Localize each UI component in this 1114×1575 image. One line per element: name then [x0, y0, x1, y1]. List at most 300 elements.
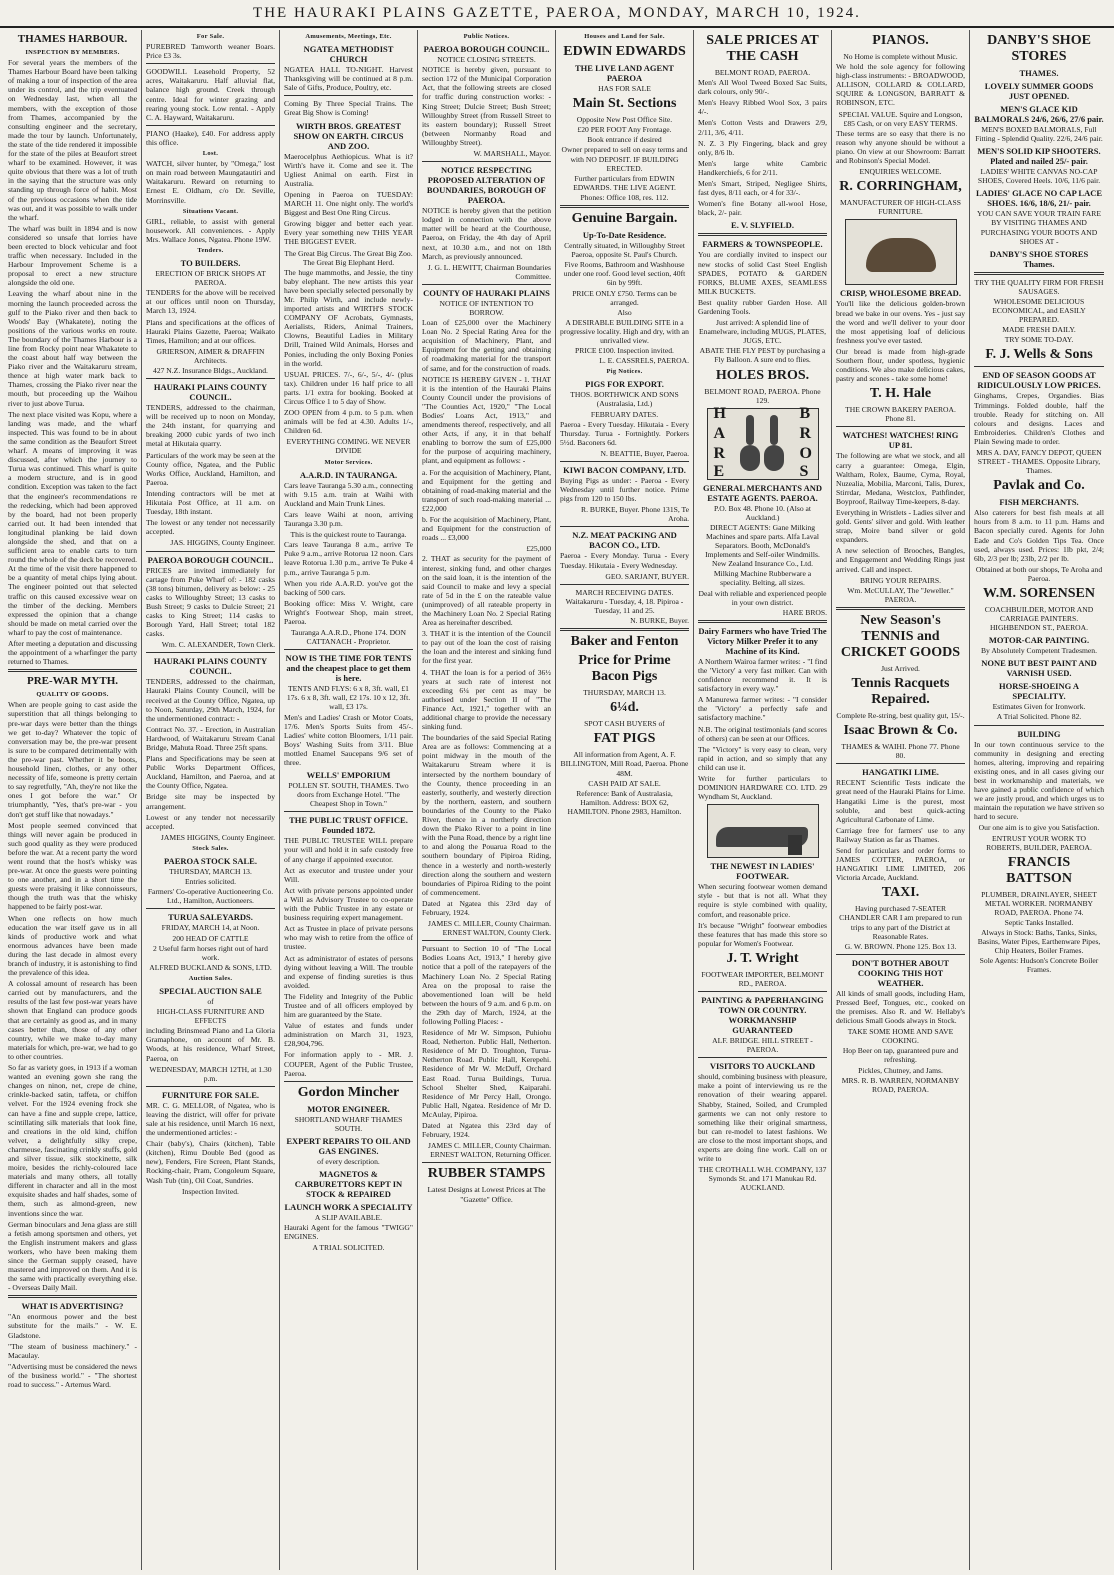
- centered-line: THURSDAY, MARCH 13.: [169, 867, 252, 877]
- paragraph: Value of estates and funds under administration on March 31, 1923, £28,904,796.: [284, 1021, 413, 1049]
- paragraph: N.B. The original testimonials (and scores of others) can be seen at our Offices.: [698, 724, 827, 743]
- centered-line: Pickles, Chutney, and Jams.: [858, 1065, 943, 1075]
- centered-line: ALF. BRIDGE. HILL STREET - PAEROA.: [712, 1036, 813, 1055]
- centered-line: THE CROWN BAKERY PAEROA. Phone 81.: [845, 405, 956, 424]
- logo-letter: S: [799, 462, 809, 480]
- display-heading: Main St. Sections: [572, 96, 677, 112]
- paragraph: Men's All Wool Tweed Boxed Sac Suits, dark colours, only 90/-.: [698, 78, 827, 97]
- centered-line: Also: [617, 307, 632, 317]
- bread-illustration-icon: [845, 219, 957, 285]
- paragraph: Leaving the wharf about nine in the morning the launch proceeded across the gulf to the Piako river and then back to Woods' Bay (Whakatete), noting the positions of the various works en route. The boundary of the Thames Harbour is a line from Rocky point near Whakatete to the coast about half way between the Piako river and the Waitakaruru stream, thence at high water mark back to Thames, crossing the Piako river near the mouth, but proceeding up the Waihou river to just above Turua.: [8, 289, 137, 408]
- subheading: PAINTING & PAPERHANGING TOWN OR COUNTRY. WORKMANSHIP GUARANTEED: [701, 995, 824, 1036]
- centered-line: A Trial Solicited. Phone 82.: [996, 712, 1082, 722]
- paragraph: The following are what we stock, and all carry a guarantee: Omega, Elgin, Waltham, Rolex, Baume, Cyma, Royal, Nuzealia, Mobilia, Marconi, Talis, Durex, Stirrdar, Medana, Westclox, Pathfinder, Boyproof, Railway Time-keepers, 8-day.: [836, 451, 965, 506]
- paragraph: Cars leave Tauranga 8 a.m., arrive Te Puke 9 a.m., arrive Rotorua 12 noon. Cars leave Rotorua 1.30 p.m., arrive Te Puke 4 p.m., arrive Tauranga 5 p.m.: [284, 540, 413, 577]
- subheading: PAEROA STOCK SALE.: [164, 856, 257, 867]
- paragraph: Hauraki Agent for the famous "TWIGG" ENGINES.: [284, 1223, 413, 1242]
- subheading: E. V. SLYFIELD.: [731, 220, 794, 231]
- paragraph: When are people going to cast aside the superstition that all things belonging to pre-war days were better than the things we get to-day? Whatever the topic of conversation may be, the pre-war present is sure to be compared detrimentally with the pre-war past. Whether it be boots, household linen, clothes, or any other necessity of life, someone is pretty certain to say regretfully, "Ah, they're not like the ones I got before the war." Or triumphantly, "Yes, that's pre-war - you don't get stuff like that nowadays.": [8, 700, 137, 819]
- paragraph: 2. THAT as security for the payment of interest, sinking fund, and other charges on the said loan, it is the intention of the said Council to make and levy a special rate of 5d in the £ on the rateable value (unimproved) of all rateable property in the Machinery Loan No. 2 Special Rating Area as hereinafter described.: [422, 554, 551, 628]
- display-heading: R. CORRINGHAM,: [839, 179, 962, 195]
- centered-line: HIGH-CLASS FURNITURE AND EFFECTS: [156, 1007, 265, 1026]
- paragraph: Act as administrator of estates of persons dying without leaving a Will. The trouble and expense of finding sureties is thus avoided.: [284, 953, 413, 990]
- paragraph: RECENT Scientific Tests indicate the great need of the Hauraki Plains for Lime. Hangatiki Lime is the purest, most soluble, and best quick-acting Agricultural Carbonate of Lime.: [836, 778, 965, 824]
- column-divider: [560, 628, 689, 631]
- column-2: [142, 30, 280, 1570]
- subheading: WATCHES! WATCHES! RING UP 81.: [842, 430, 959, 451]
- column-divider: [836, 954, 965, 955]
- hare-body: [764, 445, 784, 471]
- centered-line: Just Arrived.: [881, 663, 920, 673]
- paragraph: Plans and Specifications may be seen at Public Works Department Offices, Auckland, Hamilton, and Paeroa, and at the County Office, Ngatea.: [146, 754, 275, 791]
- signature-line: JAMES C. MILLER, County Chairman. ERNEST WALTON, Returning Officer.: [428, 1141, 551, 1160]
- column-divider: [146, 652, 275, 653]
- centered-line: 427 N.Z. Insurance Bldgs., Auckland.: [153, 366, 268, 375]
- centered-line: Our one aim is to give you Satisfaction.: [978, 823, 1100, 833]
- centered-line: This is the quickest route to Tauranga.: [290, 530, 407, 540]
- display-heading: J. T. Wright: [726, 950, 799, 966]
- paragraph: Men's and Ladies' Crash or Motor Coats, 17/6. Men's Sports Suits from 45/-. Ladies' white cotton Bloomers, 1/11 pair. Boys' Washing Suits from 3/11. Blue mottled Enamel Saucepans 9/6 set of three.: [284, 712, 413, 767]
- paragraph: ZOO OPEN from 4 p.m. to 5 p.m. when animals will be fed at 4.30. Adults 1/-, Children 6d.: [284, 408, 413, 436]
- shoe-heel: [788, 835, 802, 855]
- logo-letter: O: [799, 444, 812, 462]
- subheading: MAGNETOS & CARBURETTORS KEPT IN STOCK & REPAIRED: [294, 1169, 403, 1199]
- display-heading: DANBY'S SHOE STORES: [987, 33, 1091, 64]
- subheading: DANBY'S SHOE STORES Thames.: [989, 248, 1089, 269]
- paragraph: Act with private persons appointed under a Will as Advisory Trustee to co-operate with the Public Trustee in any estate or business requiring expert management.: [284, 885, 413, 923]
- column-divider: [146, 551, 275, 552]
- paragraph: Cars leave Waihi at noon, arriving Tauranga 3.30 p.m.: [284, 509, 413, 529]
- centered-line: YOU CAN SAVE YOUR TRAIN FARE BY VISITING THAMES AND PURCHASING YOUR BOOTS AND SHOES AT -: [977, 209, 1101, 246]
- paragraph: b. For the acquisition of Machinery, Plant, and Equipment for the construction of roads ... £3,000: [422, 515, 551, 543]
- paragraph: Everything in Wristlets - Ladies silver and gold. Gents' silver and gold. With leather strap, Moire band silver or gold expanders.: [836, 508, 965, 545]
- subheading: HAURAKI PLAINS COUNTY COUNCIL.: [153, 656, 268, 677]
- paragraph: Men's large white Cambric Handkerchiefs, 6 for 2/11.: [698, 158, 827, 177]
- centered-line: SPECIAL VALUE. Squire and Longson, £85 Cash, or on very EASY TERMS.: [838, 109, 963, 128]
- centered-line: A DESIRABLE BUILDING SITE in a progressive locality. High and dry, with an unrivalled view.: [560, 317, 689, 345]
- signature-line: £25,000: [526, 544, 551, 554]
- centered-line: FOOTWEAR IMPORTER, BELMONT RD., PAEROA.: [701, 969, 824, 988]
- paragraph: Booking office: Miss V. Wright, care Wright's Footwear Shop, main street, Paeroa.: [284, 598, 413, 626]
- paragraph: The "Victory" is very easy to clean, very rapid in action, and so simply that any child can use it.: [698, 744, 827, 772]
- section-label: Lost.: [202, 150, 219, 158]
- subheading: PAEROA BOROUGH COUNCIL.: [423, 44, 550, 55]
- centered-line: LADIES' WHITE CANVAS NO-CAP SHOES, Covered Heels. 10/6, 11/6 pair.: [977, 167, 1101, 186]
- centered-line: SHORTLAND WHARF THAMES SOUTH.: [294, 1114, 403, 1133]
- subheading: NONE BUT BEST PAINT AND VARNISH USED.: [981, 658, 1097, 679]
- paragraph: Contract No. 37. - Erection, in Australian Hardwood, of Waitakaruru Stream Canal Bridge, Mahuta Road. Three 25ft spans.: [146, 724, 275, 752]
- display-heading: HOLES BROS.: [715, 367, 810, 383]
- signature-line: R. BURKE, Buyer. Phone 131S, Te Aroha.: [581, 505, 689, 524]
- column-3: [280, 30, 418, 1570]
- paragraph: You are cordially invited to inspect our new stocks of solid Cast Steel English SPADES, POTATO & GARDEN FORKS, BLUME AXES, SEAMLESS MILK BUCKETS.: [698, 250, 827, 296]
- centered-line: of every description.: [317, 1156, 380, 1166]
- section-label: Stock Sales.: [192, 844, 229, 852]
- section-label: Amusements, Meetings, Etc.: [305, 33, 392, 40]
- centered-line: MANUFACTURER OF HIGH-CLASS FURNITURE.: [840, 198, 961, 217]
- column-divider: [8, 1295, 137, 1298]
- centered-line: SPOT CASH BUYERS of: [584, 719, 665, 729]
- paragraph: A colossal amount of research has been carried out by manufacturers, and the results of the last few post-war years have shown that England can produce goods that are certainly as good as, and in many cases better than, those of any other country, while we make to-day many materials for which, pre-war, we had to go to other countries.: [8, 979, 137, 1061]
- paragraph: Ginghams, Crepes, Organdies. Bias Trimmings. Folded double, half the trouble. Ready for stitching on. All colours and designs. Laces and Embroideries. Children's Clothes and Plain Sewing made to order.: [974, 391, 1104, 446]
- paragraph: We hold the sole agency for following high-class instruments: - BROADWOOD, ALLISON, COLLARD & COLLARD, SQUIRE & LONGSON, BARRATT & ROBINSON, ETC.: [836, 62, 965, 108]
- centered-line: CASH PAID AT SALE.: [588, 778, 661, 788]
- paragraph: GIRL, reliable, to assist with general housework. All conveniences. - Apply Mrs. Wallace Jones, Ngatea. Phone 19W.: [146, 216, 275, 244]
- paragraph: THE PUBLIC TRUSTEE WILL prepare your will and hold it in safe custody free of any charge if appointed executor.: [284, 836, 413, 864]
- column-divider: [974, 725, 1104, 726]
- centered-line: ENTRUST YOUR WORK TO ROBERTS, BUILDER, PAEROA.: [986, 833, 1092, 852]
- column-6: [694, 30, 832, 1570]
- subheading: WHAT IS ADVERTISING?: [21, 1301, 124, 1312]
- centered-line: THURSDAY, MARCH 13.: [583, 688, 666, 698]
- paragraph: After meeting a deputation and discussing the appointment of a wharfinger the party returned to Thames.: [8, 639, 137, 667]
- centered-line: £20 PER FOOT Any Frontage.: [577, 125, 672, 135]
- paragraph: Pursuant to Section 10 of "The Local Bodies Loans Act, 1913," I hereby give notice that a poll of the ratepayers of the Machinery Loan No. 2 Special Rating Area on the proposal to raise the abovementioned loan will be held between the hours of 9 a.m. and 6 p.m. on the 29th day of March, 1924, at the following Polling Places: -: [422, 944, 551, 1026]
- centered-line: Obtained at both our shops, Te Aroha and Paeroa.: [975, 564, 1103, 583]
- paragraph: The lowest or any tender not necessarily accepted.: [146, 518, 275, 537]
- paragraph: TENDERS for the above will be received at our offices until noon on Thursday, March 13, 1924.: [146, 288, 275, 316]
- column-divider: [698, 1057, 827, 1058]
- centered-line: FEBRUARY DATES.: [590, 409, 659, 419]
- centered-line: Always in Stock: Baths, Tanks, Sinks, Basins, Water Pipes, Earthenware Pipes, Chip Heaters, Boiler Frames.: [977, 928, 1101, 956]
- paragraph: Growing bigger and better each year. Every year something new THIS YEAR THE BIGGEST EVER.: [284, 219, 413, 247]
- logo-letter: E: [713, 462, 725, 480]
- centered-line: BELMONT ROAD, PAEROA. Phone 129.: [704, 386, 821, 405]
- subheading: HORSE-SHOEING A SPECIALITY.: [998, 681, 1080, 702]
- paragraph: Send for particulars and order forms to JAMES COTTER, PAEROA, or HANGATIKI LIME LIMITED, 206 Victoria Arcade, Auckland.: [836, 845, 965, 883]
- subheading: NOTICE RESPECTING PROPOSED ALTERATION OF BOUNDARIES, BOROUGH OF PAEROA.: [426, 165, 547, 206]
- section-label: Houses and Land for Sale.: [584, 33, 665, 40]
- subheading: SPECIAL AUCTION SALE: [159, 985, 262, 996]
- paragraph: Also caterers for best fish meals at all hours from 8 a.m. to 11 p.m. Hams and Bacon specially cured. Agents for John Eade and Co's Golden Tips Tea. Once used, always used. Prices: 1lb pkt, 2/4; 6lb, 2/3 per lb; 23lb, 2/2 per lb.: [974, 508, 1104, 563]
- paragraph: PRICES are invited immediately for cartage from Puke Wharf of: - 182 casks (38 tons) bitumen, delivery as below: - 25 casks to Willoughby Street; 13 casks to Bush Street; 9 casks to Dulcie Street; 21 casks to King Street; 114 casks to Borough Yard, Hall Street; total 182 casks.: [146, 565, 275, 639]
- column-divider: [974, 272, 1104, 275]
- paragraph: NOTICE is hereby given that the petition lodged in connection with the above matter will be heard at the Courthouse, Paeroa, on Friday, the 4th day of April next, at 10.30 a.m., and not on 18th March, as previously announced.: [422, 206, 551, 261]
- paragraph: Act as executor and trustee under your Will.: [284, 865, 413, 884]
- logo-letter: R: [799, 424, 812, 442]
- paragraph: "The steam of business machinery." - Macaulay.: [8, 1341, 137, 1360]
- subheading: HANGATIKI LIME.: [862, 767, 939, 778]
- column-divider: [698, 620, 827, 623]
- paragraph: TENDERS, addressed to the chairman, will be received up to noon on Monday, the 24th instant, for quarrying and breaking 2000 cubic yards of two inch metal at Hikutaia quarry.: [146, 403, 275, 449]
- logo-letter: A: [713, 424, 726, 442]
- centered-line: 200 HEAD OF CATTLE: [172, 933, 249, 943]
- centered-line: Deal with reliable and experienced people in your own district.: [698, 588, 827, 607]
- section-label: Pig Notices.: [606, 368, 643, 376]
- display-heading: 6¼d.: [610, 700, 639, 716]
- section-label: QUALITY OF GOODS.: [36, 691, 109, 699]
- paragraph: "Advertising must be considered the news of the business world." - "The shortest road to success." - Artemus Ward.: [8, 1361, 137, 1390]
- centered-line: ERECTION OF BRICK SHOPS AT PAEROA.: [155, 269, 266, 288]
- centered-line: Book entrance if desired: [587, 135, 662, 145]
- subheading: HAURAKI PLAINS COUNTY COUNCIL.: [153, 382, 268, 403]
- subheading: THAMES.: [1019, 68, 1059, 78]
- display-heading: F. J. Wells & Sons: [985, 347, 1093, 363]
- centered-line: The Great Big Circus. The Great Big Zoo. The Great Big Elephant Herd.: [284, 248, 413, 267]
- section-label: Public Notices.: [463, 33, 510, 40]
- centered-line: of: [207, 996, 214, 1006]
- display-heading: FRANCIS BATTSON: [1006, 854, 1072, 886]
- paragraph: For several years the members of the Thames Harbour Board have been talking of making a tour of inspection of the area under its control, and the trip eventuated on Wednesday last, when all the members, with the exception of those from Thames, accompanied by the consulting engineer and the secretary, made the tour by launch. Unfortunately, the state of the tide rendered it impossible for the state of the piles at Beaufort street wharf to be examined. However, it was quite obvious that there was a lot of truth in the saying that the structure was only standing up through force of habit. Most of the previous occasions when the tide was out, and it was possible to walk under the wharf.: [8, 58, 137, 222]
- subheading: FISH MERCHANTS.: [999, 497, 1079, 508]
- centered-line: Tauranga A.A.R.D., Phone 174. DON CATTANACH - Proprietor.: [290, 628, 407, 647]
- subheading: FARMERS & TOWNSPEOPLE.: [702, 239, 823, 250]
- centered-line: MARCH RECEIVING DATES. Waitakaruru - Tuesday, 4, 18. Pipiroa - Tuesday, 11 and 25.: [565, 587, 684, 615]
- column-7: [832, 30, 970, 1570]
- paragraph: Paeroa - Every Tuesday. Hikutaia - Every Thursday. Turua - Fortnightly. Porkers 5½d. Baconers 6d.: [560, 419, 689, 447]
- centered-line: COACHBUILDER, MOTOR AND CARRIAGE PAINTERS. HIGHBENDON ST., PAEROA.: [984, 605, 1094, 633]
- signature-line: L. E. CASSRELS, PAEROA.: [599, 356, 689, 366]
- centered-line: ALFRED BUCKLAND & SONS, LTD.: [149, 962, 272, 972]
- column-divider: [422, 284, 551, 285]
- centered-line: MEN'S BOXED BALMORALS, Full Fitting - Splendid Quality. 22/6, 24/6 pair.: [975, 125, 1103, 144]
- section-label: Tenders.: [197, 246, 224, 254]
- paragraph: 4. THAT the loan is for a period of 36½ years at such rate of interest not exceeding 6¼ per cent as may be authorised under Section II of "The Finance Act, 1921," together with an additional charge to provide the necessary sinking fund.: [422, 667, 551, 732]
- centered-line: FRIDAY, MARCH 14, at Noon.: [161, 923, 260, 933]
- centered-line: NOTICE OF INTENTION TO BORROW.: [439, 298, 534, 317]
- display-heading: FAT PIGS: [593, 731, 656, 747]
- paragraph: NOTICE IS HEREBY GIVEN - 1. THAT it is the intention of the Hauraki Plains County Council under the provisions of "The Counties Act, 1920," "The Local Bodies' Loans Act, 1913," and amendments thereof, respectively, and all other Acts, if any, it in that behalf enabling to borrow the sum of £25,000 for the purpose of acquiring machinery, plant, and equipment as follows: -: [422, 374, 551, 466]
- centered-line: NOTICE CLOSING STREETS.: [437, 55, 536, 65]
- subheading: PAEROA BOROUGH COUNCIL.: [147, 554, 274, 565]
- paragraph: A Northern Wairoa farmer writes: - "I find the 'Victory' a very fast milker. Can with confidence recommend it. It is satisfactory in every way.": [698, 656, 827, 694]
- centered-line: Hop Beer on tap, guaranteed pure and refreshing.: [842, 1046, 959, 1065]
- paragraph: PUREBRED Tamworth weaner Boars. Price £3 3s.: [146, 42, 275, 61]
- subheading: PIGS FOR EXPORT.: [585, 379, 664, 390]
- column-divider: [422, 1162, 551, 1163]
- centered-line: Opposite New Post Office Site.: [576, 115, 673, 125]
- centered-line: THAMES & WAIHI. Phone 77. Phone 80.: [841, 742, 960, 761]
- display-heading: SALE PRICES AT THE CASH: [706, 33, 819, 64]
- display-heading: Tennis Racquets Repaired.: [851, 676, 950, 708]
- centered-line: Having purchased 7-SEATER CHANDLER CAR I am prepared to run trips to any part of the District at Reasonable Rates.: [839, 904, 962, 941]
- paragraph: "An enormous power and the best substitute for the mails." - W. E. Gladstone.: [8, 1312, 137, 1340]
- subheading: LADIES' GLACE NO CAP LACE SHOES. 16/6, 18/6, 21/- pair.: [975, 188, 1103, 209]
- centered-line: MADE FRESH DAILY.: [1002, 325, 1076, 335]
- centered-line: ABATE THE FLY PEST by purchasing a Fly Balloon. A sure end to flies.: [699, 346, 826, 365]
- display-heading: Genuine Bargain.: [571, 211, 678, 227]
- paragraph: You'll like the delicious golden-brown bread we bake in our ovens. Yes - just say the word and we'll deliver to your door the most appetising loaf of delicious freshness you've ever tasted.: [836, 299, 965, 345]
- paragraph: PIANO (Haake), £40. For address apply this office.: [146, 128, 275, 147]
- signature-line: JAMES HIGGINS, County Engineer.: [160, 832, 275, 842]
- subheading: NOW IS THE TIME FOR TENTS and the cheapest place to get them is here.: [285, 653, 412, 684]
- column-divider: [8, 669, 137, 672]
- paragraph: Carriage free for farmers' use to any Railway Station as far as Thames.: [836, 825, 965, 844]
- centered-line: WEDNESDAY, MARCH 12TH, at 1.30 p.m.: [149, 1064, 272, 1083]
- centered-line: PRICE £100. Inspection invited.: [575, 346, 674, 356]
- display-heading: Pavlak and Co.: [993, 478, 1085, 494]
- hare-bros-logo-icon: [707, 404, 819, 480]
- logo-letter: R: [713, 444, 726, 462]
- centered-line: Septic Tanks Installed.: [1004, 917, 1074, 927]
- centered-line: BRING YOUR REPAIRS.: [859, 575, 942, 585]
- centered-line: Reference: Bank of Australasia, Hamilton. Address: BOX 62, HAMILTON. Phone 2983, Hamilton.: [567, 788, 682, 816]
- paragraph: Residence of Mr W. Simpson, Puhiohu Road, Netherton. Public Hall, Netherton. Residence of Mr D. Troughton, Turua-Netherton Road. Public Hall, Kerepehi. Residence of Mr W. McDuff, Orchard East Road. Turua Buildings, Turua. School Shelter Shed, Kaiparahi. Residence of Mr Percy Hall, Orongo. Public Hall, Ngatea. Residence of Mr D. McAulay, Pipiroa.: [422, 1028, 551, 1119]
- centered-line: BELMONT ROAD, PAEROA.: [714, 68, 811, 77]
- subheading: END OF SEASON GOODS AT RIDICULOUSLY LOW PRICES.: [977, 370, 1101, 391]
- display-heading: New Season's TENNIS and CRICKET GOODS: [840, 612, 961, 660]
- display-heading: Isaac Brown & Co.: [843, 723, 958, 739]
- headline: THAMES HARBOUR.: [17, 33, 128, 45]
- centered-line: GRIERSON, AIMER & DRAFFIN Architects.: [156, 346, 265, 365]
- subheading: TO BUILDERS.: [180, 258, 241, 269]
- column-divider: [284, 811, 413, 812]
- paragraph: Maerocelphus Aethiopicus. What is it? Wirth's have it. Come and see it. The Ugliest Animal on earth. First in Australia.: [284, 151, 413, 188]
- subheading: TURUA SALEYARDS.: [168, 912, 253, 923]
- subheading: Dairy Farmers who have Tried The Victory Milker Prefer it to any Machine of its Kind.: [698, 625, 827, 656]
- centered-line: Farmers' Co-operative Auctioneering Co. Ltd., Hamilton, Auctioneers.: [147, 887, 274, 906]
- paragraph: TENDERS, addressed to the chairman, Hauraki Plains County Council, will be received at the County Office, Ngatea, up to Noon, Saturday, 29th March, 1924, for the undermentioned contract: -: [146, 677, 275, 723]
- paragraph: It's because "Wright" footwear embodies these features that has made this store so popular for Women's Footwear.: [698, 920, 827, 948]
- column-divider: [560, 205, 689, 208]
- section-label: Motor Services.: [324, 458, 373, 466]
- paragraph: A new selection of Brooches, Bangles, and Engagement and Wedding Rings just arrived. Call and inspect.: [836, 546, 965, 574]
- paragraph: Bridge site may be inspected by arrangement.: [146, 792, 275, 811]
- column-divider: [284, 649, 413, 650]
- subheading: GENERAL MERCHANTS AND ESTATE AGENTS. PAEROA.: [702, 482, 823, 503]
- subheading: LOVELY SUMMER GOODS JUST OPENED.: [984, 81, 1094, 101]
- column-divider: [146, 1086, 275, 1087]
- paragraph: So far as variety goes, in 1913 if a woman wanted an evening gown she rang the changes on ninon, net, crepe de chine, crinkle-backed satin, taffeta, or chiffon velvet. For the 1924 evening frock she can have a fine and supple crepe, lattice, scintillating silk materials that look fine, and creations in the old kind, chiffon velvet, a delightfully silky crepe, charmeuse, fascinating crinkly stuffs, gold and silver tissue, silk stockinette, silk moire, besides the richly-coloured lace materials and many others, all totally different in character and all in the most exquisite shades and half shades, some of them, such as almond-green, new inventions since the war.: [8, 1063, 137, 1218]
- column-5: [556, 30, 694, 1570]
- column-divider: [146, 378, 275, 379]
- centered-line: Five Rooms, Bathroom and Washhouse under one roof. Good level section, 40ft 6in by 99ft.: [563, 260, 686, 288]
- paragraph: Paeroa - Every Monday. Turua - Every Tuesday. Hikutaia - Every Wednesday.: [560, 551, 689, 570]
- paragraph: 3. THAT it is the intention of the Council to pay out of the loan the cost of raising the loan and the interest and sinking fund for the first year.: [422, 629, 551, 666]
- centered-line: TRY THE QUALITY FIRM FOR FRESH SAUSAGES.: [974, 277, 1104, 296]
- centered-line: 2 Useful farm horses right out of hard work.: [153, 943, 268, 962]
- centered-line: Just arrived: A splendid line of Enamelware, including MUGS, PLATES, JUGS, ETC.: [699, 318, 826, 346]
- display-heading: Price for Prime Bacon Pigs: [578, 653, 671, 685]
- paragraph: Lowest or any tender not necessarily accepted.: [146, 812, 275, 831]
- subheading: LAUNCH WORK A SPECIALITY: [284, 1202, 413, 1212]
- logo-letter: B: [799, 404, 811, 422]
- centered-line: G. W. BROWN. Phone 125. Box 13.: [844, 941, 957, 951]
- column-divider: [836, 426, 965, 427]
- paragraph: Women's fine Botany all-wool Hose, black, 2/- pair.: [698, 199, 827, 218]
- paragraph: In our town continuous service to the community in designing and erecting homes, altering, improving and repairing existing ones, and in all cases giving our best in workmanship and materials, we have gained a public confidence of which we are justly proud, and which urges us to maintain the reputation we have striven so hard to secure.: [974, 739, 1104, 822]
- signature-line: GEO. SARJANT, BUYER.: [605, 571, 689, 581]
- centered-line: HAS FOR SALE: [598, 84, 651, 94]
- display-heading: W.M. SORENSEN: [983, 586, 1095, 601]
- paragraph: Buying Pigs as under: - Paeroa - Every Wednesday until further notice. Prime pigs from 120 to 150 lbs.: [560, 476, 689, 504]
- column-divider: [284, 1081, 413, 1082]
- subheading: VISITORS TO AUCKLAND: [709, 1061, 816, 1072]
- paragraph: Write for further particulars to DOMINION HARDWARE CO. LTD. 29 Wyndham St, Auckland.: [698, 773, 827, 802]
- hare-ear: [746, 415, 754, 445]
- column-divider: [698, 991, 827, 992]
- subheading: THE PUBLIC TRUST OFFICE. Founded 1872.: [289, 815, 408, 836]
- column-divider: [146, 908, 275, 909]
- section-label: Situations Vacant.: [182, 207, 239, 215]
- centered-line: Entries solicited.: [184, 877, 237, 887]
- paragraph: Cars leave Tauranga 5.30 a.m., connecting with 9.15 a.m. train at Waihi with Auckland and Main Trunk Lines.: [284, 480, 414, 508]
- subheading: EXPERT REPAIRS TO OIL AND GAS ENGINES.: [286, 1135, 411, 1156]
- display-heading: Gordon Mincher: [297, 1084, 400, 1100]
- column-4: [418, 30, 556, 1570]
- centered-line: Milking Machine Rubberware a speciality. Belting, all sizes.: [713, 569, 812, 588]
- centered-line: TRY SOME TO-DAY.: [1004, 335, 1074, 345]
- centered-line: ENQUIRIES WELCOME.: [859, 167, 942, 177]
- centered-line: A TRIAL SOLICITED.: [312, 1243, 385, 1253]
- masthead: THE HAURAKI PLAINS GAZETTE, PAEROA, MONDAY, MARCH 10, 1924.: [0, 0, 1114, 28]
- column-divider: [422, 940, 551, 941]
- paragraph: The boundaries of the said Special Rating Area are as follows: Commencing at a point midway in the mouth of the Waitakaruru Stream where it is intersected by the northern boundary of the County, thence proceeding in an easterly, southerly, and westerly direction by the northern, eastern, and southern boundaries of the County to the Piako River, thence in a northerly direction down the Piako River to a point in line with the Puna Road, thence by a right line to and along the Pouarua Road to the southern boundary of Pipiroa Riding, thence in a westerly and north-westerly direction along the southern and western boundaries of Pipiroa Riding to the point of commencement.: [422, 733, 551, 897]
- signature-line: HARE BROS.: [782, 607, 827, 617]
- subheading: Up-To-Date Residence.: [582, 230, 667, 241]
- signature-line: W. MARSHALL, Mayor.: [473, 149, 551, 159]
- centered-line: EVERYTHING COMING. WE NEVER DIVIDE: [286, 437, 411, 456]
- ladies-shoe-icon: [707, 804, 819, 858]
- subheading: A.A.R.D. IN TAURANGA.: [299, 469, 398, 480]
- signature-line: N. BEATTIE, Buyer, Paeroa.: [600, 448, 689, 458]
- paragraph: Men's Heavy Ribbed Wool Sox, 3 pairs 4/-.: [698, 98, 827, 117]
- paragraph: German binoculars and Jena glass are still a fetish among sportsmen and others, yet the English instrument makers and glass workers, who have been making them since the German supply ceased, have mastered and improved on them. And it is the same with practically everything else. - Overseas Daily Mail.: [8, 1219, 137, 1293]
- paragraph: Coming By Three Special Trains. The Great Big Show is Coming!: [284, 99, 413, 118]
- paragraph: When securing footwear women demand style - but that is not all. What they require is style combined with quality, comfort, and reasonable price.: [698, 882, 827, 919]
- display-heading: T. H. Hale: [869, 386, 932, 402]
- signature-line: J. G. L. HEWITT, Chairman Boundaries Committee.: [427, 262, 551, 281]
- paragraph: NGATEA HALL TO-NIGHT. Harvest Thanksgiving will be continued at 8 p.m. Sale of Gifts, Produce, Poultry, etc.: [284, 65, 413, 93]
- centered-line: Phones: Office 108, res. 112.: [580, 192, 669, 202]
- centered-line: A SLIP AVAILABLE.: [314, 1213, 383, 1222]
- paragraph: A Manurewa farmer writes: - "I consider the 'Victory' a perfectly safe and satisfactory machine.": [698, 695, 827, 723]
- headline: PRE-WAR MYTH.: [26, 675, 119, 688]
- paragraph: Loan of £25,000 over the Machinery Loan No. 2 Special Rating Area for the acquisition of Machinery, Plant, and Equipment for the getting and obtaining of roadmaking material for the transport of same, and for the construction of roads.: [422, 318, 551, 373]
- subheading: COUNTY OF HAURAKI PLAINS: [423, 287, 550, 298]
- column-divider: [422, 161, 551, 162]
- paragraph: Dated at Ngatea this 23rd day of February, 1924.: [422, 898, 551, 917]
- loaf-shape: [866, 238, 936, 272]
- subheading: WELLS' EMPORIUM: [306, 770, 391, 781]
- column-divider: [284, 95, 413, 96]
- paragraph: GOODWILL Leasehold Property, 52 acres, Waitakaruru. Half alluvial flat, balance high ground. Creek through centre. Ideal for winter grazing and rearing young stock. Low rental. - Apply C. A. Hayward, Waitakaruru.: [146, 67, 275, 122]
- paragraph: N. Z. 3 Ply Fingering, black and grey only, 8/6 lb.: [698, 138, 827, 157]
- signature-line: Wm. C. ALEXANDER, Town Clerk.: [161, 640, 275, 650]
- subheading: DON'T BOTHER ABOUT COOKING THIS HOT WEATHER.: [851, 957, 950, 988]
- paragraph: These terms are so easy that there is no reason why anyone should be without a piano. On view at our Showroom: Barratt and Robinson's Special Model.: [836, 128, 965, 166]
- display-heading: PIANOS.: [872, 33, 929, 48]
- paragraph: Men's Smart, Striped, Negligee Shirts, fast dyes, 8/11 each, or 4 for 33/-.: [698, 179, 827, 198]
- centered-line: All information from Agent, A. F. BILLINGTON, Mill Road, Paeroa. Phone 48M.: [560, 750, 689, 778]
- paragraph: USUAL PRICES. 7/-, 6/-, 5/-, 4/- (plus tax). Children under 16 half price to all parts. 1/1 extra for booking. Booked at Circus Office 1 to 5 day of Show.: [284, 369, 413, 406]
- display-heading: TAXI.: [881, 885, 920, 901]
- hare-body: [740, 445, 760, 471]
- centered-line: Latest Designs at Lowest Prices at The "Gazette" Office.: [427, 1185, 546, 1204]
- paragraph: Men's Cotton Vests and Drawers 2/9, 2/11, 3/6, 4/11.: [698, 118, 827, 137]
- paragraph: Particulars of the work may be seen at the County office, Ngatea, and the Public Works Office, Auckland, Hamilton, and Paeroa.: [146, 450, 275, 487]
- subheading: THE NEWEST IN LADIES' FOOTWEAR.: [710, 861, 815, 882]
- paragraph: a. For the acquisition of Machinery, Plant, and Equipment for the getting and obtaining of road-making material and the transport of such road-making material ... £22,000: [422, 467, 551, 513]
- column-divider: [560, 584, 689, 585]
- display-heading: Baker and Fenton: [570, 634, 679, 650]
- paragraph: Intending contractors will be met at Hikutaia Post Office, at 11 a.m. on Tuesday, 18th instant.: [146, 488, 275, 517]
- centered-line: THOS. BORTHWICK AND SONS (Australasia, Ltd.): [570, 390, 679, 409]
- paragraph: Opening in Paeroa on TUESDAY: MARCH 11. One night only. The world's Biggest and Best One Ring Circus.: [284, 189, 413, 218]
- paragraph: The wharf was built in 1894 and is now considered so unsafe that lorries have been erected to block vehicular and foot traffic when necessary. Included in the Harbour Improvement Scheme is a proposal to erect a new structure alongside the old one.: [8, 223, 137, 288]
- centered-line: Sole Agents: Hudson's Concrete Boiler Frames.: [979, 956, 1099, 975]
- subheading: MOTOR-CAR PAINTING.: [988, 635, 1090, 646]
- centered-line: No Home is complete without Music.: [843, 52, 958, 61]
- section-label: Auction Sales.: [188, 974, 233, 982]
- centered-line: Estimates Given for Ironwork.: [992, 702, 1086, 712]
- centered-line: Owner prepared to sell on easy terms and with NO DEPOSIT. IF BUILDING ERECTED.: [561, 145, 688, 173]
- centered-line: DIRECT AGENTS: Gane Milking Machines and spare parts. Alfa Laval Separators. Booth, McDonald's Implements and Self-oiler Windmills. New Zealand Insurance Co., Ltd.: [705, 522, 820, 569]
- paragraph: should, combining business with pleasure, make a point of interviewing us re the renovation of their wearing apparel. Shabby, Stained, Soiled, and Crumpled garments we can not only restore to something like their original smartness, but can re-model to latest fashions. We are close to the most important shops, and experts are doing fine work. Call on or write to: [698, 1072, 827, 1164]
- centered-line: PLUMBER, DRAINLAYER, SHEET METAL WORKER. NORMANBY ROAD, PAEROA. Phone 74.: [981, 889, 1097, 917]
- paragraph: Act as Trustee in place of private persons who may wish to retire from the office of trustee.: [284, 924, 413, 952]
- subheading: CRISP, WHOLESOME BREAD.: [840, 288, 961, 299]
